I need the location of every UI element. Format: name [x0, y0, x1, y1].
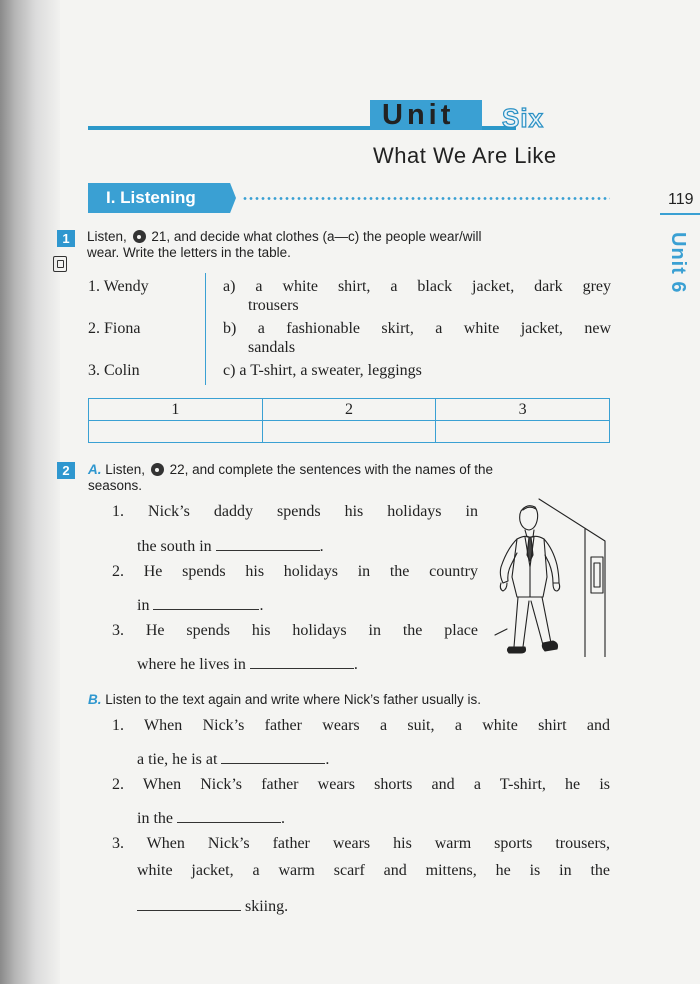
item-a3-line1: 3. He spends his holidays in the place — [112, 622, 478, 639]
side-unit-label: Unit 6 — [667, 232, 689, 294]
table-header-cell: 3 — [436, 399, 610, 421]
answer-blank[interactable] — [221, 763, 325, 764]
section-title: I. Listening — [106, 188, 196, 207]
column-divider — [205, 273, 206, 385]
clothes-c: c) a T-shirt, a sweater, leggings — [223, 362, 422, 379]
person-3: 3. Colin — [88, 362, 140, 379]
book-spine-shadow — [0, 0, 60, 984]
answer-cell-3[interactable] — [436, 421, 610, 443]
answer-blank[interactable] — [177, 822, 281, 823]
item-a1-line2: the south in . — [137, 538, 324, 555]
answer-cell-1[interactable] — [89, 421, 263, 443]
item-a2-line2: in . — [137, 597, 264, 614]
answer-blank[interactable] — [137, 910, 241, 911]
answer-cell-2[interactable] — [262, 421, 436, 443]
unit-subtitle: What We Are Like — [373, 143, 557, 168]
page-number: 119 — [668, 191, 694, 208]
answer-blank[interactable] — [153, 609, 259, 610]
answer-blank[interactable] — [250, 668, 354, 669]
side-divider — [660, 213, 700, 215]
unit-title: Unit — [382, 99, 455, 131]
audio-cd-icon — [151, 463, 164, 476]
clothes-a-line2: trousers — [248, 297, 299, 314]
answer-table — [88, 398, 610, 443]
exercise-1-instruction: Listen, 21, and decide what clothes (a—c) the people wear/will wear. Write the letters in the table. — [87, 229, 482, 260]
item-b3-line2: white jacket, a warm scarf and mittens, he is in the — [137, 862, 610, 879]
exercise-2-number: 2 — [57, 462, 75, 479]
clothes-a-line1: a) a white shirt, a black jacket, dark grey — [223, 278, 611, 295]
table-header-cell: 2 — [262, 399, 436, 421]
audio-cd-icon — [133, 230, 146, 243]
clothes-b-line2: sandals — [248, 339, 296, 356]
man-in-suit-illustration — [487, 497, 611, 657]
workbook-icon — [53, 256, 67, 272]
item-b2-line1: 2. When Nick’s father wears shorts and a T-shirt, he is — [112, 776, 610, 793]
clothes-b-line1: b) a fashionable skirt, a white jacket, new — [223, 320, 611, 337]
person-2: 2. Fiona — [88, 320, 141, 337]
item-b1-line2: a tie, he is at . — [137, 751, 330, 768]
exercise-1-number: 1 — [57, 230, 75, 247]
table-answer-row — [89, 421, 610, 443]
item-a2-line1: 2. He spends his holidays in the country — [112, 563, 478, 580]
exercise-2b-instruction: B. Listen to the text again and write where Nick’s father usually is. — [88, 692, 481, 707]
item-b3-line1: 3. When Nick’s father wears his warm sports trousers, — [112, 835, 610, 852]
table-header-cell: 1 — [89, 399, 263, 421]
item-a3-line2: where he lives in . — [137, 656, 358, 673]
item-b1-line1: 1. When Nick’s father wears a suit, a white shirt and — [112, 717, 610, 734]
exercise-2a-instruction: A. Listen, 22, and complete the sentences with the names of the seasons. — [88, 462, 494, 493]
table-header-row — [89, 399, 610, 421]
item-b3-line3: skiing. — [137, 898, 288, 916]
item-a1-line1: 1. Nick’s daddy spends his holidays in — [112, 503, 478, 520]
answer-blank[interactable] — [216, 550, 320, 551]
unit-number-word: Six — [502, 103, 545, 133]
dotted-rule — [242, 197, 610, 200]
item-b2-line2: in the . — [137, 810, 285, 827]
person-1: 1. Wendy — [88, 278, 149, 295]
